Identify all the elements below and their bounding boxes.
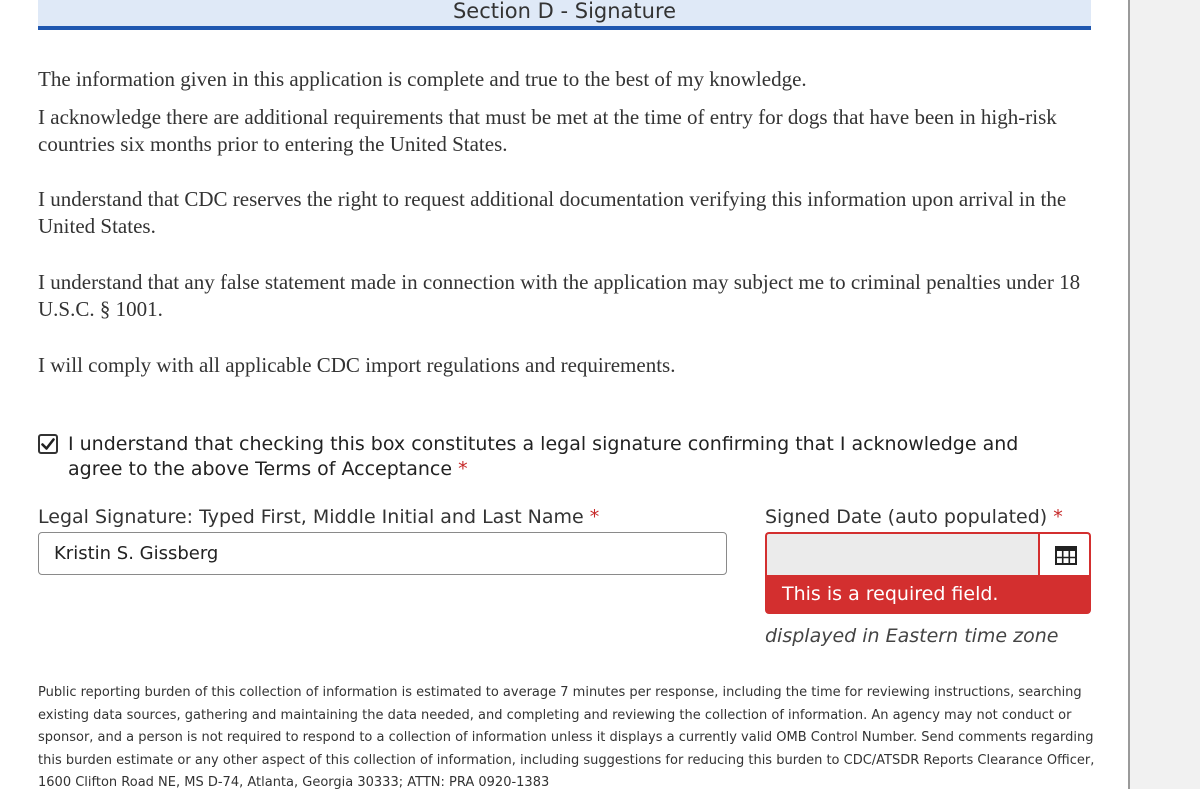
acceptance-label-text: I understand that checking this box constitutes a legal signature confirming that I acknowledge and agree to the above Terms of Acceptance (68, 433, 1019, 480)
term-statement: I understand that CDC reserves the right to request additional documentation verifying this information upon arrival in the United States. (38, 187, 1067, 238)
legal-signature-input[interactable]: Kristin S. Gissberg (38, 532, 727, 575)
term-statement: The information given in this application is complete and true to the best of my knowledge. (38, 67, 807, 91)
section-header (38, 0, 1091, 30)
signed-date-label (765, 505, 1063, 529)
term-statement: I acknowledge there are additional requirements that must be met at the time of entry for dogs that have been in high-risk countries six months prior to entering the United States. (38, 105, 1057, 156)
signed-date-field (765, 532, 1091, 614)
signed-date-error: This is a required field. (765, 575, 1091, 614)
signed-date-label-text: Signed Date (auto populated) (765, 506, 1048, 528)
term-statement: I understand that any false statement made in connection with the application may subject me to criminal penalties under 18 U.S.C. § 1001. (38, 270, 1081, 321)
signed-date-input[interactable] (765, 532, 1039, 575)
calendar-button[interactable] (1038, 532, 1091, 575)
required-mark: * (458, 458, 468, 480)
section-title: Section D - Signature (452, 0, 677, 23)
term-statement: I will comply with all applicable CDC import regulations and requirements. (38, 353, 676, 377)
signature-label-text: Legal Signature: Typed First, Middle Initial and Last Name (38, 506, 584, 528)
required-mark: * (1053, 506, 1063, 528)
signature-label (38, 505, 599, 529)
acceptance-checkbox[interactable] (38, 434, 58, 454)
calendar-icon (1055, 546, 1077, 565)
required-mark: * (589, 506, 600, 528)
burden-statement: Public reporting burden of this collection of information is estimated to average 7 minutes per response, including the time for reviewing instructions, searching existing data sources, gathering and maintaining the data needed, and completing and reviewing the collection of information. An agency may not conduct or sponsor, and a person is not required to respond to a collection of information unless it displays a currently valid OMB Control Number. Send comments regarding this burden estimate or any other aspect of this collection of information, including suggestions for reducing this burden to CDC/ATSDR Reports Clearance Officer, 1600 Clifton Road NE, MS D-74, Atlanta, Georgia 30333; ATTN: PRA 0920-1383 (38, 685, 1095, 789)
page-gutter (1128, 0, 1200, 789)
checkmark-icon (41, 437, 55, 451)
acceptance-label[interactable] (68, 432, 1078, 482)
timezone-note: displayed in Eastern time zone (765, 625, 1059, 647)
